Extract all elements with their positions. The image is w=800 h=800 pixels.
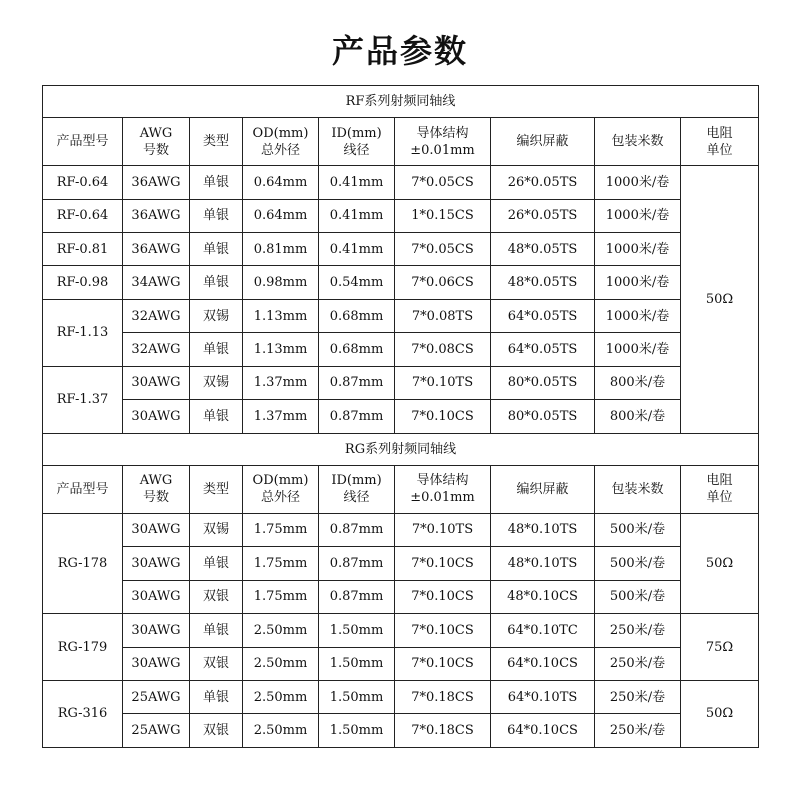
conductor-cell: 7*0.18CS (395, 680, 491, 713)
conductor-cell: 7*0.10CS (395, 400, 491, 433)
conductor-cell: 1*0.15CS (395, 199, 491, 232)
header-id-line: 线径 (343, 142, 370, 158)
header-awg (123, 465, 190, 513)
conductor-cell: 7*0.05CS (395, 166, 491, 199)
table-row (43, 614, 759, 647)
awg-cell: 25AWG (123, 680, 190, 713)
table-row (43, 465, 759, 513)
awg-cell: 30AWG (123, 547, 190, 580)
header-od (243, 465, 319, 513)
package-cell: 1000米/卷 (595, 266, 681, 299)
awg-cell: 30AWG (123, 647, 190, 680)
awg-cell: 34AWG (123, 266, 190, 299)
header-impedance-line: 单位 (706, 490, 733, 506)
shield-cell: 48*0.10TS (491, 513, 595, 546)
table-row (43, 366, 759, 399)
table-row (43, 714, 759, 748)
shield-cell: 48*0.05TS (491, 266, 595, 299)
id-cell: 0.87mm (319, 547, 395, 580)
impedance-cell: 75Ω (681, 614, 759, 681)
header-id-line: ID(mm) (331, 473, 382, 489)
shield-cell: 26*0.05TS (491, 199, 595, 232)
package-cell: 250米/卷 (595, 647, 681, 680)
id-cell: 0.41mm (319, 233, 395, 266)
model-cell: RF-0.64 (43, 166, 123, 199)
conductor-cell: 7*0.10CS (395, 614, 491, 647)
package-cell: 1000米/卷 (595, 233, 681, 266)
awg-cell: 30AWG (123, 513, 190, 546)
header-impedance-line: 单位 (706, 142, 733, 158)
od-cell: 0.81mm (243, 233, 319, 266)
awg-cell: 36AWG (123, 166, 190, 199)
awg-cell: 32AWG (123, 333, 190, 366)
id-cell: 0.87mm (319, 400, 395, 433)
table-row (43, 513, 759, 546)
type-cell: 单银 (190, 614, 243, 647)
type-cell: 单银 (190, 266, 243, 299)
package-cell: 1000米/卷 (595, 166, 681, 199)
type-cell: 双银 (190, 580, 243, 613)
header-impedance-line: 电阻 (706, 125, 733, 141)
od-cell: 2.50mm (243, 614, 319, 647)
type-cell: 单银 (190, 233, 243, 266)
awg-cell: 30AWG (123, 400, 190, 433)
type-cell: 单银 (190, 547, 243, 580)
shield-cell: 64*0.10CS (491, 714, 595, 748)
header-shield: 编织屏蔽 (491, 465, 595, 513)
table-row (43, 580, 759, 613)
shield-cell: 48*0.10TS (491, 547, 595, 580)
type-cell: 单银 (190, 199, 243, 232)
id-cell: 0.68mm (319, 299, 395, 332)
table-row (43, 118, 759, 166)
package-cell: 500米/卷 (595, 580, 681, 613)
awg-cell: 30AWG (123, 614, 190, 647)
od-cell: 1.37mm (243, 400, 319, 433)
awg-cell: 30AWG (123, 366, 190, 399)
od-cell: 2.50mm (243, 714, 319, 748)
header-type: 类型 (190, 118, 243, 166)
type-cell: 双银 (190, 714, 243, 748)
header-od-line: OD(mm) (252, 473, 309, 489)
table-row (43, 680, 759, 713)
package-cell: 1000米/卷 (595, 199, 681, 232)
conductor-cell: 7*0.10CS (395, 647, 491, 680)
header-id-line: ID(mm) (331, 125, 382, 141)
package-cell: 500米/卷 (595, 547, 681, 580)
od-cell: 0.64mm (243, 166, 319, 199)
id-cell: 0.54mm (319, 266, 395, 299)
table-row (43, 86, 759, 118)
id-cell: 1.50mm (319, 647, 395, 680)
shield-cell: 64*0.10CS (491, 647, 595, 680)
type-cell: 单银 (190, 333, 243, 366)
header-id (319, 118, 395, 166)
table-row (43, 299, 759, 332)
od-cell: 1.75mm (243, 513, 319, 546)
table-row (43, 233, 759, 266)
package-cell: 250米/卷 (595, 614, 681, 647)
header-awg-line: AWG (139, 125, 173, 141)
conductor-cell: 7*0.06CS (395, 266, 491, 299)
type-cell: 单银 (190, 680, 243, 713)
shield-cell: 48*0.10CS (491, 580, 595, 613)
impedance-cell: 50Ω (681, 680, 759, 747)
id-cell: 0.87mm (319, 580, 395, 613)
header-impedance (681, 465, 759, 513)
model-cell: RG-316 (43, 680, 123, 747)
od-cell: 1.13mm (243, 299, 319, 332)
model-cell: RF-0.81 (43, 233, 123, 266)
shield-cell: 26*0.05TS (491, 166, 595, 199)
header-awg-line: 号数 (142, 142, 169, 158)
conductor-cell: 7*0.10TS (395, 366, 491, 399)
shield-cell: 80*0.05TS (491, 366, 595, 399)
model-cell: RF-0.64 (43, 199, 123, 232)
type-cell: 单银 (190, 400, 243, 433)
awg-cell: 25AWG (123, 714, 190, 748)
package-cell: 1000米/卷 (595, 333, 681, 366)
od-cell: 1.37mm (243, 366, 319, 399)
od-cell: 1.13mm (243, 333, 319, 366)
header-od (243, 118, 319, 166)
id-cell: 1.50mm (319, 680, 395, 713)
shield-cell: 64*0.10TS (491, 680, 595, 713)
od-cell: 0.64mm (243, 199, 319, 232)
conductor-cell: 7*0.08CS (395, 333, 491, 366)
header-awg-line: 号数 (142, 490, 169, 506)
model-cell: RF-1.37 (43, 366, 123, 433)
page-title: 产品参数 (331, 32, 468, 70)
header-conductor-line: ±0.01mm (410, 490, 475, 506)
header-package: 包装米数 (595, 465, 681, 513)
header-awg-line: AWG (139, 473, 173, 489)
model-cell: RG-178 (43, 513, 123, 613)
header-type: 类型 (190, 465, 243, 513)
conductor-cell: 7*0.18CS (395, 714, 491, 748)
header-od-line: 总外径 (260, 142, 300, 158)
table-row (43, 199, 759, 232)
header-conductor (395, 118, 491, 166)
id-cell: 0.41mm (319, 199, 395, 232)
od-cell: 0.98mm (243, 266, 319, 299)
shield-cell: 80*0.05TS (491, 400, 595, 433)
impedance-cell: 50Ω (681, 166, 759, 434)
table-row (43, 166, 759, 199)
awg-cell: 30AWG (123, 580, 190, 613)
table-row (43, 400, 759, 433)
awg-cell: 36AWG (123, 233, 190, 266)
header-od-line: OD(mm) (252, 125, 309, 141)
header-conductor-line: 导体结构 (416, 125, 469, 141)
package-cell: 800米/卷 (595, 400, 681, 433)
type-cell: 双锡 (190, 513, 243, 546)
od-cell: 2.50mm (243, 647, 319, 680)
id-cell: 0.41mm (319, 166, 395, 199)
conductor-cell: 7*0.10CS (395, 580, 491, 613)
impedance-cell: 50Ω (681, 513, 759, 613)
table-row (43, 266, 759, 299)
header-od-line: 总外径 (260, 490, 300, 506)
header-awg (123, 118, 190, 166)
table-row (43, 547, 759, 580)
header-conductor-line: 导体结构 (416, 473, 469, 489)
header-conductor (395, 465, 491, 513)
package-cell: 250米/卷 (595, 680, 681, 713)
header-model: 产品型号 (43, 465, 123, 513)
id-cell: 0.68mm (319, 333, 395, 366)
table-row (43, 433, 759, 465)
id-cell: 0.87mm (319, 366, 395, 399)
type-cell: 单银 (190, 166, 243, 199)
header-impedance (681, 118, 759, 166)
model-cell: RF-0.98 (43, 266, 123, 299)
od-cell: 2.50mm (243, 680, 319, 713)
header-package: 包装米数 (595, 118, 681, 166)
conductor-cell: 7*0.10CS (395, 547, 491, 580)
model-cell: RG-179 (43, 614, 123, 681)
spec-table (42, 85, 759, 748)
conductor-cell: 7*0.08TS (395, 299, 491, 332)
header-conductor-line: ±0.01mm (410, 142, 475, 158)
shield-cell: 64*0.10TC (491, 614, 595, 647)
id-cell: 1.50mm (319, 614, 395, 647)
type-cell: 双锡 (190, 299, 243, 332)
od-cell: 1.75mm (243, 580, 319, 613)
package-cell: 800米/卷 (595, 366, 681, 399)
shield-cell: 48*0.05TS (491, 233, 595, 266)
package-cell: 500米/卷 (595, 513, 681, 546)
header-id (319, 465, 395, 513)
model-cell: RF-1.13 (43, 299, 123, 366)
type-cell: 双银 (190, 647, 243, 680)
shield-cell: 64*0.05TS (491, 299, 595, 332)
header-shield: 编织屏蔽 (491, 118, 595, 166)
table-row (43, 333, 759, 366)
header-id-line: 线径 (343, 490, 370, 506)
conductor-cell: 7*0.05CS (395, 233, 491, 266)
section-title: RG系列射频同轴线 (43, 433, 759, 465)
shield-cell: 64*0.05TS (491, 333, 595, 366)
header-model: 产品型号 (43, 118, 123, 166)
awg-cell: 32AWG (123, 299, 190, 332)
awg-cell: 36AWG (123, 199, 190, 232)
package-cell: 250米/卷 (595, 714, 681, 748)
conductor-cell: 7*0.10TS (395, 513, 491, 546)
type-cell: 双锡 (190, 366, 243, 399)
table-row (43, 647, 759, 680)
id-cell: 1.50mm (319, 714, 395, 748)
section-title: RF系列射频同轴线 (43, 86, 759, 118)
od-cell: 1.75mm (243, 547, 319, 580)
id-cell: 0.87mm (319, 513, 395, 546)
header-impedance-line: 电阻 (706, 473, 733, 489)
package-cell: 1000米/卷 (595, 299, 681, 332)
